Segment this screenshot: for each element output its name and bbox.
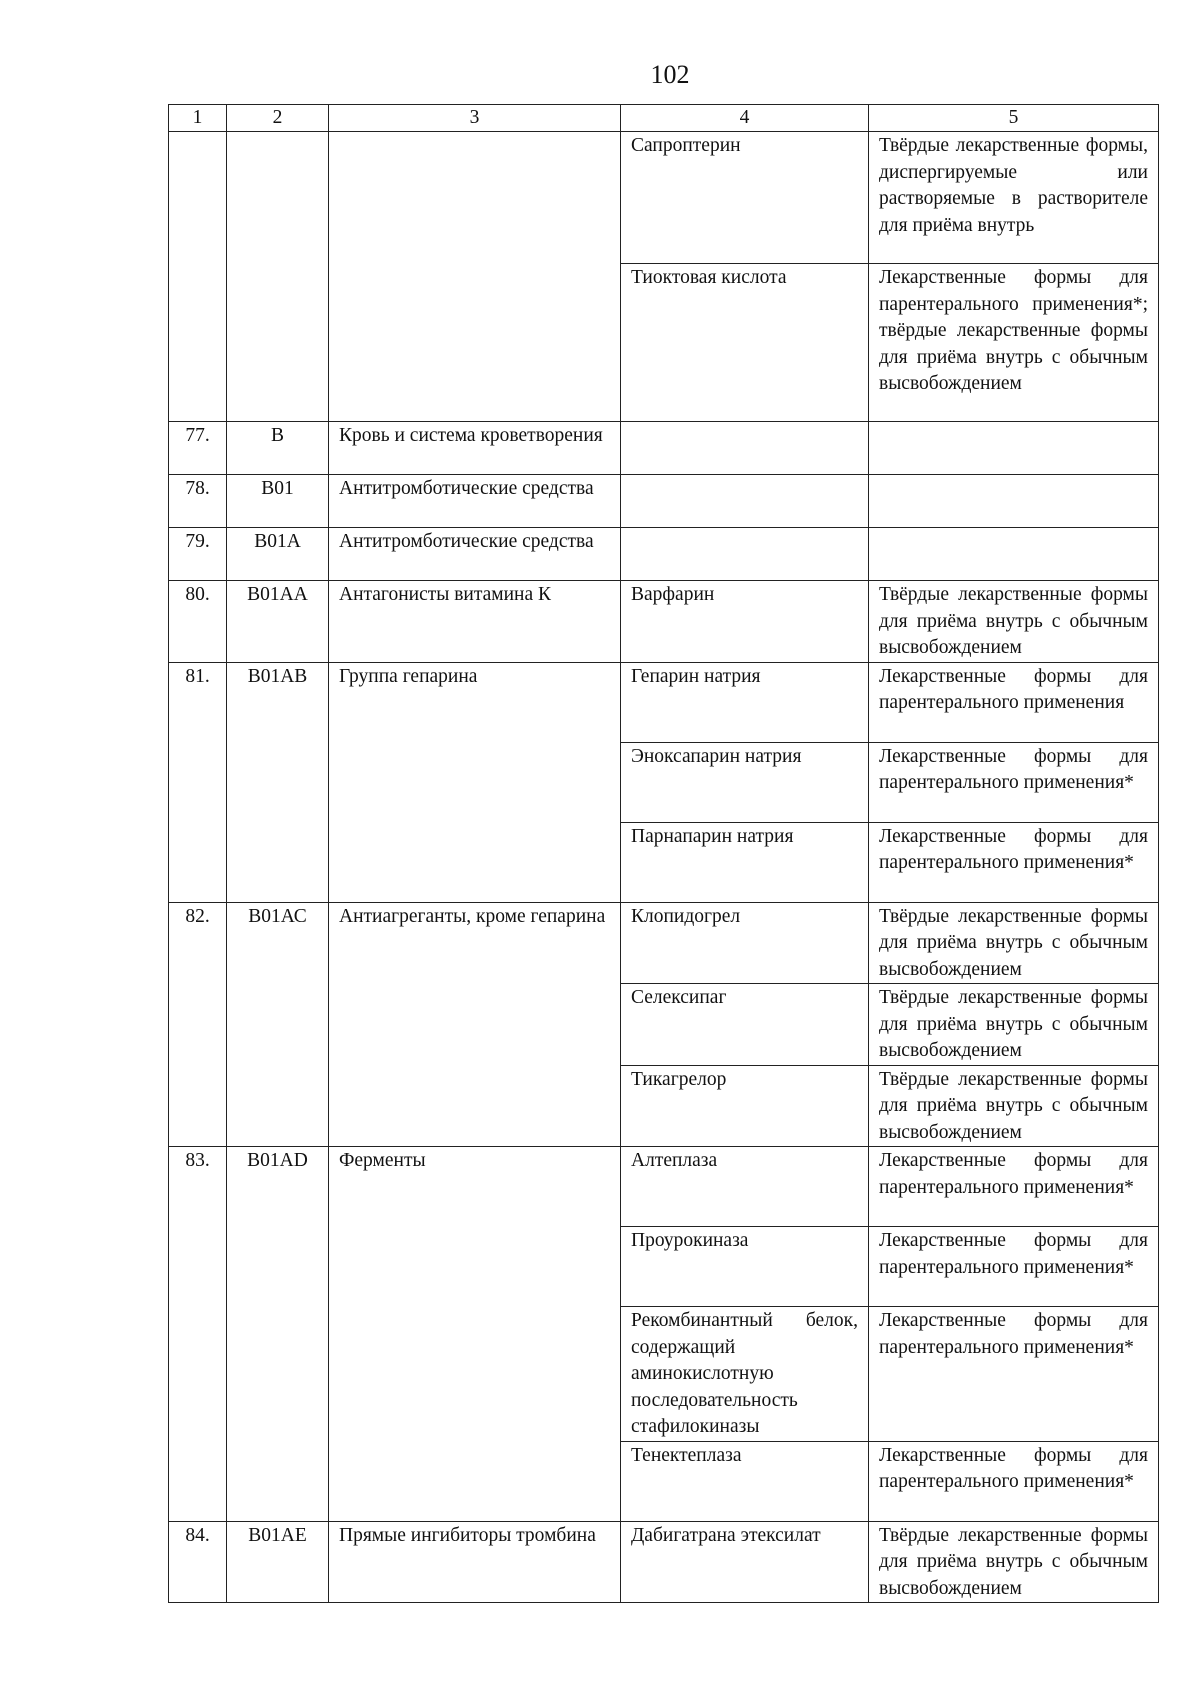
- column-header: 1: [169, 105, 227, 132]
- dosage-form-cell: [869, 528, 1159, 581]
- atc-code-cell: [227, 132, 329, 422]
- dosage-form-cell: Лекарственные формы для парентерального применения*: [869, 1441, 1159, 1521]
- table-row: [169, 1521, 1159, 1603]
- row-number-cell: 78.: [169, 475, 227, 528]
- drug-name-cell: [621, 475, 869, 528]
- drug-name-cell: Проурокиназа: [621, 1227, 869, 1307]
- column-header: 3: [329, 105, 621, 132]
- dosage-form-cell: Лекарственные формы для парентерального применения*: [869, 1307, 1159, 1442]
- drug-name-cell: Рекомбинантный белок, содержащий аминокислотную последовательность стафилокиназы: [621, 1307, 869, 1442]
- column-header: 5: [869, 105, 1159, 132]
- dosage-form-cell: Лекарственные формы для парентерального применения*: [869, 1227, 1159, 1307]
- page-number: 102: [650, 60, 690, 89]
- row-number-cell: 79.: [169, 528, 227, 581]
- column-number-row: [169, 105, 1159, 132]
- drug-name-cell: Сапроптерин: [621, 132, 869, 264]
- dosage-form-cell: Лекарственные формы для парентерального применения*: [869, 1147, 1159, 1227]
- drug-name-cell: [621, 422, 869, 475]
- row-number-cell: 84.: [169, 1521, 227, 1603]
- drug-name-cell: Клопидогрел: [621, 902, 869, 984]
- group-name-cell: Антиагреганты, кроме гепарина: [329, 902, 621, 1147]
- table-row: [169, 528, 1159, 581]
- drug-name-cell: Парнапарин натрия: [621, 822, 869, 902]
- column-header: 2: [227, 105, 329, 132]
- table-row: [169, 1147, 1159, 1227]
- table-row: [169, 132, 1159, 264]
- dosage-form-cell: Лекарственные формы для парентерального применения*: [869, 742, 1159, 822]
- drug-name-cell: Селексипаг: [621, 984, 869, 1066]
- table-row: [169, 581, 1159, 663]
- group-name-cell: Прямые ингибиторы тромбина: [329, 1521, 621, 1603]
- dosage-form-cell: Лекарственные формы для парентерального применения*; твёрдые лекарственные формы для приёма внутрь с обычным высвобождением: [869, 264, 1159, 422]
- group-name-cell: Группа гепарина: [329, 662, 621, 902]
- atc-code-cell: В01АВ: [227, 662, 329, 902]
- row-number-cell: 81.: [169, 662, 227, 902]
- atc-code-cell: В01АА: [227, 581, 329, 663]
- dosage-form-cell: Лекарственные формы для парентерального применения: [869, 662, 1159, 742]
- dosage-form-cell: [869, 475, 1159, 528]
- row-number-cell: 77.: [169, 422, 227, 475]
- drug-name-cell: Гепарин натрия: [621, 662, 869, 742]
- group-name-cell: Антитромботические средства: [329, 528, 621, 581]
- table-row: [169, 422, 1159, 475]
- dosage-form-cell: Твёрдые лекарственные формы для приёма внутрь с обычным высвобождением: [869, 1521, 1159, 1603]
- row-number-cell: [169, 132, 227, 422]
- drug-name-cell: [621, 528, 869, 581]
- dosage-form-cell: Твёрдые лекарственные формы, диспергируемые или растворяемые в растворителе для приёма внутрь: [869, 132, 1159, 264]
- group-name-cell: [329, 132, 621, 422]
- drug-name-cell: Тенектеплаза: [621, 1441, 869, 1521]
- group-name-cell: Ферменты: [329, 1147, 621, 1522]
- dosage-form-cell: [869, 422, 1159, 475]
- group-name-cell: Антагонисты витамина К: [329, 581, 621, 663]
- drug-list-table: [168, 104, 1159, 1603]
- atc-code-cell: В01: [227, 475, 329, 528]
- table-row: [169, 902, 1159, 984]
- atc-code-cell: В01АЕ: [227, 1521, 329, 1603]
- row-number-cell: 82.: [169, 902, 227, 1147]
- atc-code-cell: В01А: [227, 528, 329, 581]
- dosage-form-cell: Твёрдые лекарственные формы для приёма внутрь с обычным высвобождением: [869, 902, 1159, 984]
- drug-name-cell: Тикагрелор: [621, 1065, 869, 1147]
- drug-name-cell: Алтеплаза: [621, 1147, 869, 1227]
- dosage-form-cell: Твёрдые лекарственные формы для приёма внутрь с обычным высвобождением: [869, 984, 1159, 1066]
- row-number-cell: 83.: [169, 1147, 227, 1522]
- drug-name-cell: Эноксапарин натрия: [621, 742, 869, 822]
- atc-code-cell: В: [227, 422, 329, 475]
- drug-name-cell: Дабигатрана этексилат: [621, 1521, 869, 1603]
- row-number-cell: 80.: [169, 581, 227, 663]
- dosage-form-cell: Лекарственные формы для парентерального применения*: [869, 822, 1159, 902]
- table-row: [169, 662, 1159, 742]
- atc-code-cell: В01АD: [227, 1147, 329, 1522]
- dosage-form-cell: Твёрдые лекарственные формы для приёма внутрь с обычным высвобождением: [869, 1065, 1159, 1147]
- drug-name-cell: Варфарин: [621, 581, 869, 663]
- group-name-cell: Кровь и система кроветворения: [329, 422, 621, 475]
- dosage-form-cell: Твёрдые лекарственные формы для приёма внутрь с обычным высвобождением: [869, 581, 1159, 663]
- table-row: [169, 475, 1159, 528]
- group-name-cell: Антитромботические средства: [329, 475, 621, 528]
- atc-code-cell: В01АС: [227, 902, 329, 1147]
- column-header: 4: [621, 105, 869, 132]
- drug-name-cell: Тиоктовая кислота: [621, 264, 869, 422]
